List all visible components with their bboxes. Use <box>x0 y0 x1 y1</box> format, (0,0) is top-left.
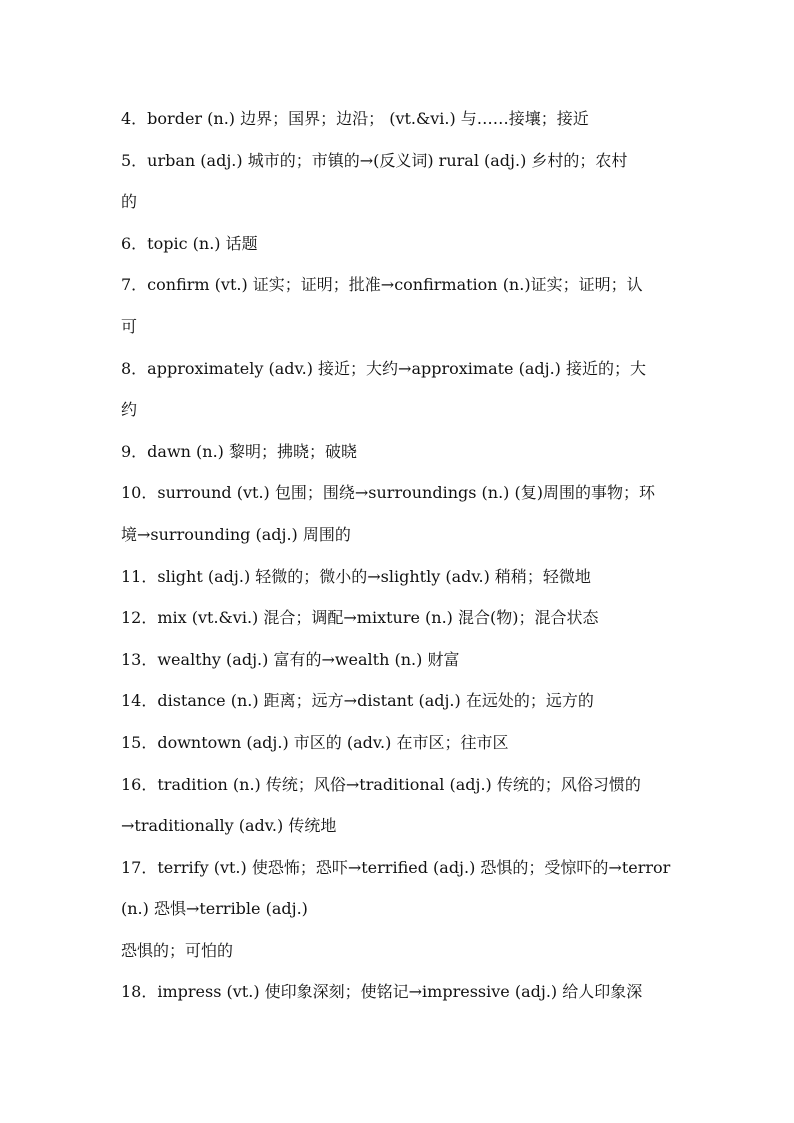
text-line: 18．impress (vt.) 使印象深刻；使铭记→impressive (adj.) 给人印象深 <box>121 982 643 1002</box>
vocabulary-list <box>121 98 674 1013</box>
text-line: 7．confirm (vt.) 证实；证明；批准→confirmation (n.)证实；证明；认 <box>121 275 643 295</box>
text-line: 16．tradition (n.) 传统；风俗→traditional (adj.) 传统的；风俗习惯的 <box>121 774 641 794</box>
text-line: 恐惧的；可怕的 <box>121 940 234 960</box>
text-line: 9．dawn (n.) 黎明；拂晓；破晓 <box>121 441 358 461</box>
text-line: 6．topic (n.) 话题 <box>121 233 258 253</box>
text-line: (n.) 恐惧→terrible (adj.) <box>121 899 308 919</box>
text-line: 8．approximately (adv.) 接近；大约→approximate (adj.) 接近的；大 <box>121 358 647 378</box>
text-line: 13．wealthy (adj.) 富有的→wealth (n.) 财富 <box>121 649 460 669</box>
text-line: 12．mix (vt.&vi.) 混合；调配→mixture (n.) 混合(物)；混合状态 <box>121 608 599 628</box>
text-line: 可 <box>121 316 138 336</box>
text-line: 境→surrounding (adj.) 周围的 <box>121 524 351 544</box>
text-line: 11．slight (adj.) 轻微的；微小的→slightly (adv.) 稍稍；轻微地 <box>121 566 591 586</box>
text-line: 4．border (n.) 边界；国界；边沿； (vt.&vi.) 与……接壤；接近 <box>121 109 589 128</box>
text-line: 10．surround (vt.) 包围；围绕→surroundings (n.) (复)周围的事物；环 <box>121 483 655 503</box>
text-line: 15．downtown (adj.) 市区的 (adv.) 在市区；往市区 <box>121 732 509 752</box>
text-line: 17．terrify (vt.) 使恐怖；恐吓→terrified (adj.) 恐惧的；受惊吓的→terror <box>121 857 671 877</box>
text-line: →traditionally (adv.) 传统地 <box>121 816 337 836</box>
text-line: 约 <box>121 400 138 420</box>
text-line: 5．urban (adj.) 城市的；市镇的→(反义词) rural (adj.) 乡村的；农村 <box>121 150 628 170</box>
text-line: 的 <box>121 192 138 212</box>
text-line: 14．distance (n.) 距离；远方→distant (adj.) 在远处的；远方的 <box>121 691 594 711</box>
